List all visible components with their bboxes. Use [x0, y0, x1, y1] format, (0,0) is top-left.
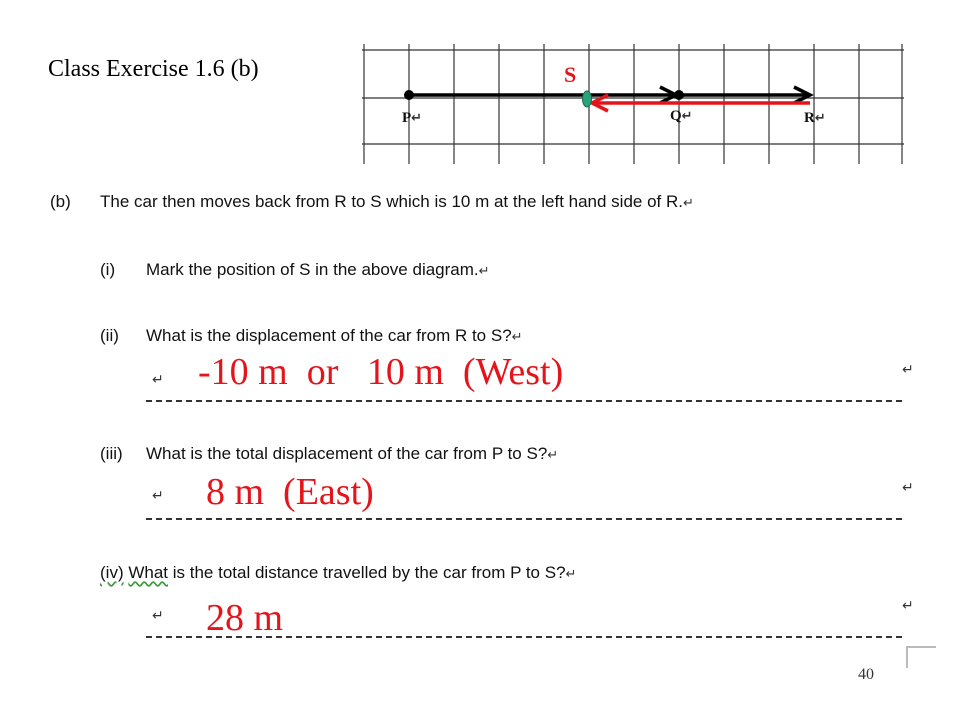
part-iii-text: What is the total displacement of the car from P to S?↵ [146, 444, 559, 463]
part-b-label: (b) [50, 192, 71, 211]
answer-iv-return-left: ↵ [152, 608, 164, 624]
part-b-text: The car then moves back from R to S which is 10 m at the left hand side of R.↵ [100, 192, 694, 211]
answer-iii-return-left: ↵ [152, 488, 164, 504]
page-corner-mark [906, 646, 936, 668]
answer-iii: 8 m (East) [206, 471, 374, 513]
part-iv-label: (iv) [100, 563, 124, 582]
point-s-marker [583, 91, 592, 107]
answer-iii-line [146, 518, 902, 520]
answer-iv: 28 m [206, 597, 284, 639]
answer-ii: -10 m or 10 m (West) [198, 351, 564, 393]
point-s-label: S [564, 62, 577, 87]
grid-diagram-svg [362, 44, 904, 164]
page-number: 40 [858, 666, 874, 683]
point-r-label: R↵ [804, 110, 826, 126]
answer-ii-return-right: ↵ [902, 362, 914, 378]
part-ii-text: What is the displacement of the car from R to S?↵ [146, 326, 523, 345]
point-p-label: P↵ [402, 110, 423, 126]
point-p-dot [404, 90, 414, 100]
answer-iv-return-right: ↵ [902, 598, 914, 614]
part-ii-label: (ii) [100, 326, 119, 345]
answer-ii-return-left: ↵ [152, 372, 164, 388]
answer-iii-return-right: ↵ [902, 480, 914, 496]
slide-title: Class Exercise 1.6 (b) [48, 56, 259, 82]
point-q-dot [674, 90, 684, 100]
part-i-label: (i) [100, 260, 116, 279]
answer-ii-line [146, 400, 902, 402]
part-iv-wavy-word: What [128, 563, 169, 582]
part-iv-text: (iv) What is the total distance travelled by the car from P to S?↵ [100, 563, 577, 582]
answer-iv-line [146, 636, 902, 638]
black-displacement-arrow [409, 87, 810, 103]
part-iii-label: (iii) [100, 444, 123, 463]
part-i-text: Mark the position of S in the above diagram.↵ [146, 260, 490, 279]
point-q-label: Q↵ [670, 108, 693, 124]
position-diagram [362, 44, 904, 164]
